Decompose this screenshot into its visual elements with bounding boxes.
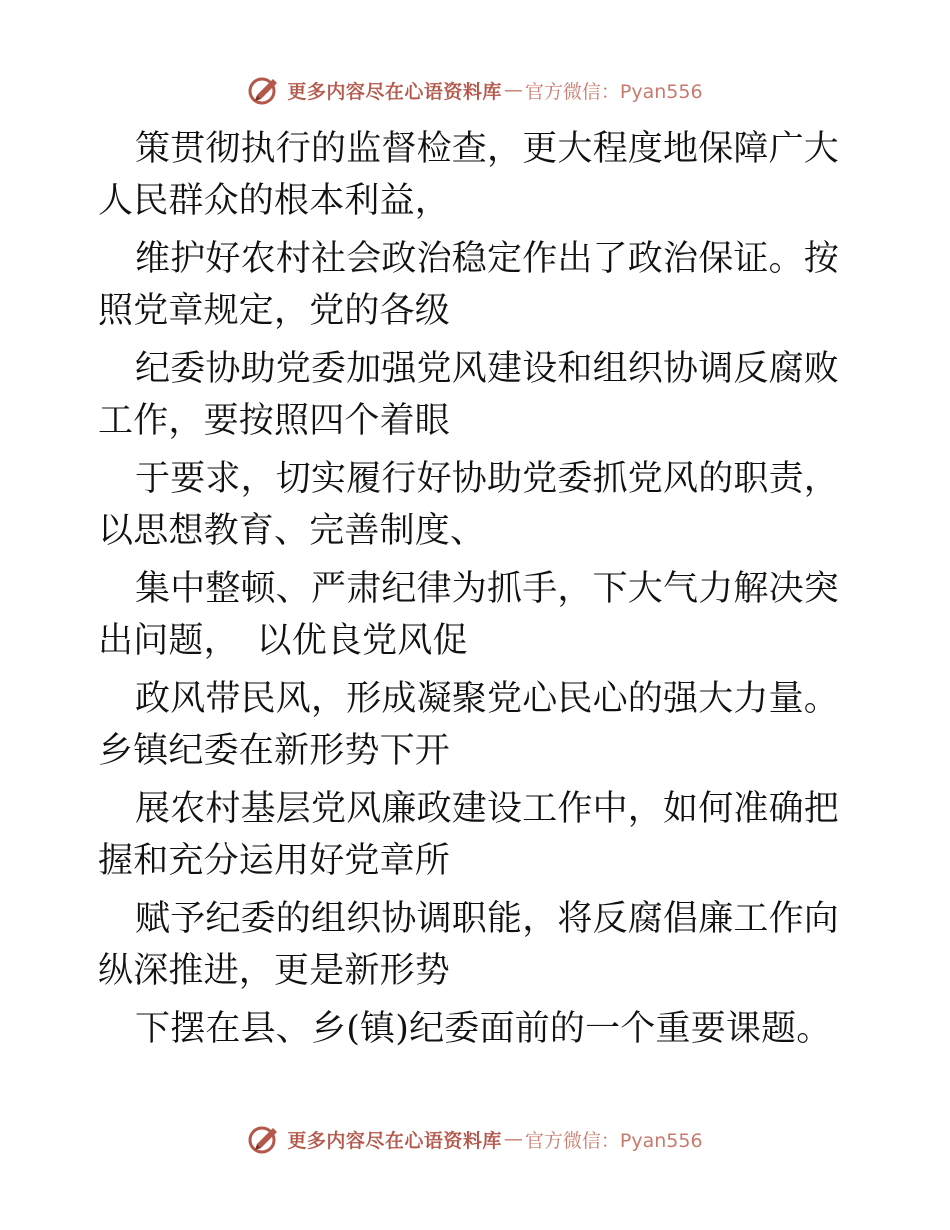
footer-watermark <box>0 1119 950 1159</box>
footer-separator: — <box>503 1128 523 1150</box>
pen-circle-logo-icon <box>247 73 281 107</box>
paragraph: 集中整顿、严肃纪律为抓手，下大气力解决突出问题， 以优良党风促 <box>98 569 840 661</box>
paragraph: 策贯彻执行的监督检查，更大程度地保障广大人民群众的根本利益， <box>98 129 840 221</box>
footer-brand-text: 更多内容尽在心语资料库 <box>287 1129 502 1152</box>
header-brand-text: 更多内容尽在心语资料库 <box>287 80 502 103</box>
document-body <box>98 123 858 1055</box>
paragraph: 政风带民风，形成凝聚党心民心的强大力量。乡镇纪委在新形势下开 <box>98 679 840 771</box>
header-wechat-text: 官方微信：Pyan556 <box>524 80 703 103</box>
paragraph: 赋予纪委的组织协调职能，将反腐倡廉工作向纵深推进，更是新形势 <box>98 899 840 991</box>
header-separator: — <box>503 79 523 101</box>
header-watermark <box>0 70 950 110</box>
footer-wechat-text: 官方微信：Pyan556 <box>524 1129 703 1152</box>
paragraph: 维护好农村社会政治稳定作出了政治保证。按照党章规定，党的各级 <box>98 239 840 331</box>
paragraph: 于要求，切实履行好协助党委抓党风的职责，以思想教育、完善制度、 <box>98 459 840 551</box>
pen-circle-logo-icon <box>247 1122 281 1156</box>
paragraph: 下摆在县、乡(镇)纪委面前的一个重要课题。 <box>135 1009 832 1049</box>
paragraph: 展农村基层党风廉政建设工作中，如何准确把握和充分运用好党章所 <box>98 789 840 881</box>
paragraph: 纪委协助党委加强党风建设和组织协调反腐败工作，要按照四个着眼 <box>98 349 840 441</box>
